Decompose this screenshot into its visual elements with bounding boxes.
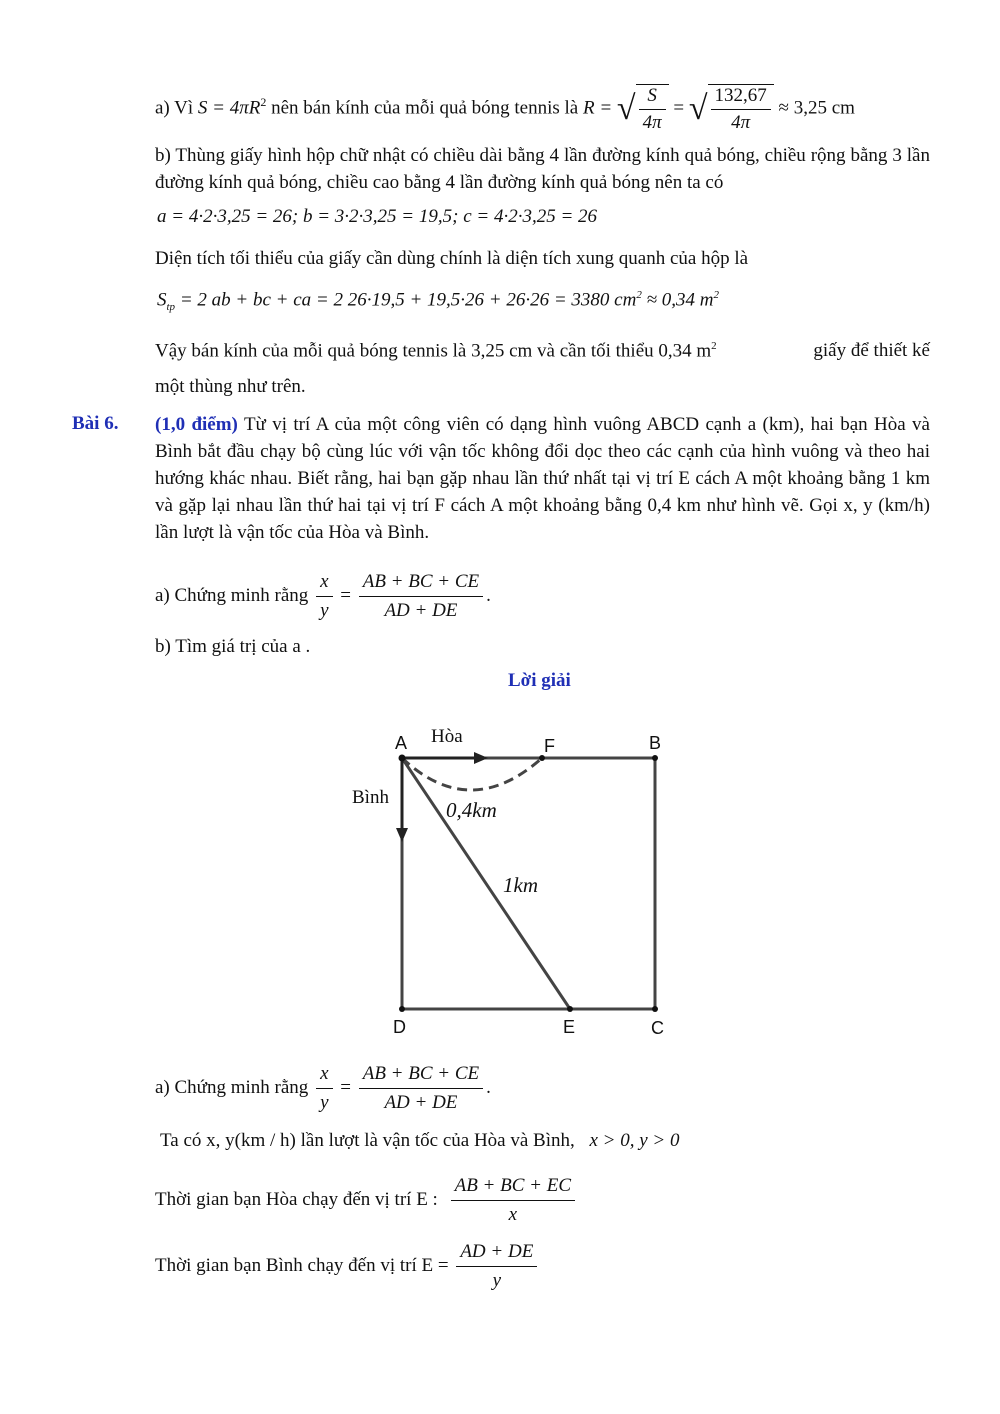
radius-result: ≈ 3,25 cm [778, 97, 855, 119]
area-intro: Diện tích tối thiểu của giấy cần dùng chính là diện tích xung quanh của hộp là [155, 248, 749, 269]
question-a-prefix: a) Chứng minh rằng [155, 585, 309, 606]
qa-rhs-den: AD + DE [384, 600, 458, 622]
hoa-time-line [155, 1172, 578, 1228]
velocity-line [160, 1130, 680, 1152]
sqrt-2: √ $\frac{132,67}{4\pi}$ [689, 84, 774, 134]
part-a-prefix: a) Vì [155, 97, 194, 119]
area-subscript: tp [166, 301, 176, 314]
area-approx-exponent: 2 [713, 289, 719, 301]
hoa-time-text: Thời gian bạn Hòa chạy đến vị trí E : [155, 1189, 438, 1210]
label-long-distance: 1km [503, 873, 538, 897]
label-e: E [563, 1017, 576, 1037]
qa-rhs-num: AB + BC + CE [359, 570, 483, 597]
exercise-points: (1,0 điểm) [155, 414, 238, 435]
qa-lhs-num: x [316, 570, 332, 597]
exercise-label: Bài 6. [72, 413, 119, 434]
label-f: F [544, 736, 555, 756]
label-short-distance: 0,4km [446, 798, 497, 822]
arc-af [402, 758, 542, 790]
solution-title: Lời giải [508, 670, 571, 691]
frac2-num: 132,67 [711, 85, 771, 110]
velocity-text: Ta có x, y(km / h) lần lượt là vận tốc của Hòa và Bình, [160, 1130, 575, 1151]
square-park-figure [340, 722, 700, 1052]
frac1-den: 4π [642, 112, 662, 134]
dimensions-line: a = 4·2·3,25 = 26; b = 3·2·3,25 = 19,5; c = 4·2·3,25 = 26 [157, 206, 598, 227]
formula-s: S = 4πR [197, 97, 261, 119]
question-a: a) Chứng minh rằng $\frac{x}{y}$ = $\frac{AB + BC + CE}{AD + DE}$ . [155, 571, 491, 622]
exercise-body [155, 411, 930, 546]
binh-time-line [155, 1238, 540, 1294]
label-binh: Bình [352, 787, 389, 808]
sa-rhs-den: AD + DE [384, 1092, 458, 1114]
velocity-condition: x > 0, y > 0 [589, 1130, 680, 1151]
label-d: D [393, 1017, 406, 1037]
sqrt-1: √ $\frac{S}{4\pi}$ [617, 84, 669, 134]
sa-lhs-num: x [316, 1062, 332, 1089]
part-b-text: b) Thùng giấy hình hộp chữ nhật có chiều dài bằng 4 lần đường kính quả bóng, chiều rộng bằng 3 lần đường kính quả bóng, chiều cao bằng 4 lần đường kính quả bóng nên ta có [155, 145, 930, 193]
sa-lhs-den: y [320, 1092, 329, 1114]
equals: = [673, 97, 685, 119]
question-b: b) Tìm giá trị của a . [155, 636, 311, 657]
frac1-num: S [639, 85, 666, 110]
label-hoa: Hòa [431, 726, 463, 747]
hoa-time-num: AB + BC + EC [451, 1174, 575, 1201]
area-exponent: 2 [636, 289, 642, 301]
label-a: A [395, 733, 408, 753]
conclusion-exponent: 2 [711, 340, 717, 352]
area-symbol: S [157, 289, 167, 311]
segment-ae [402, 758, 570, 1009]
exercise-text: Từ vị trí A của một công viên có dạng hình vuông ABCD cạnh a (km), hai bạn Hòa và Bình bắt đầu chạy bộ cùng lúc với vận tốc không đổi dọc theo các cạnh của hình vuông và theo hai hướng khác nhau. Biết rằng, hai bạn gặp nhau lần thứ nhất tại vị trí E cách A một khoảng bằng 1 km và gặp lại nhau lần thứ hai tại vị trí F cách A một khoảng bằng 0,4 km như hình vẽ. Gọi x, y (km/h) lần lượt là vận tốc của Hòa và Bình. [155, 414, 930, 543]
hoa-time-den: x [508, 1204, 518, 1226]
hoa-arrowhead [474, 752, 488, 764]
qa-lhs-den: y [320, 600, 329, 622]
conclusion-text: Vậy bán kính của mỗi quả bóng tennis là 3,25 cm và cần tối thiểu 0,34 m [155, 340, 712, 362]
conclusion-line-2: một thùng như trên. [155, 376, 306, 397]
part-a-mid: nên bán kính của mỗi quả bóng tennis là [271, 97, 579, 119]
conclusion-line [155, 340, 930, 362]
frac2-den: 4π [731, 112, 751, 134]
solution-a: a) Chứng minh rằng $\frac{x}{y}$ = $\frac{AB + BC + CE}{AD + DE}$ . [155, 1063, 491, 1114]
conclusion-end: giấy để thiết kế [813, 340, 930, 361]
binh-time-den: y [492, 1270, 502, 1292]
area-approx: ≈ 0,34 m [646, 289, 714, 311]
part-a-line [155, 78, 855, 134]
formula-s-exponent: 2 [260, 95, 267, 109]
label-c: C [651, 1018, 664, 1038]
binh-time-num: AD + DE [456, 1240, 537, 1267]
binh-time-text: Thời gian bạn Bình chạy đến vị trí E = [155, 1255, 449, 1276]
binh-arrowhead [396, 828, 408, 842]
sa-rhs-num: AB + BC + CE [359, 1062, 483, 1089]
area-formula-line [157, 289, 719, 313]
label-b: B [649, 733, 662, 753]
solution-a-prefix: a) Chứng minh rằng [155, 1077, 309, 1098]
area-formula: = 2 ab + bc + ca = 2 26·19,5 + 19,5·26 + 26·26 = 3380 cm [179, 289, 637, 311]
radius-eq: R = [582, 97, 613, 119]
